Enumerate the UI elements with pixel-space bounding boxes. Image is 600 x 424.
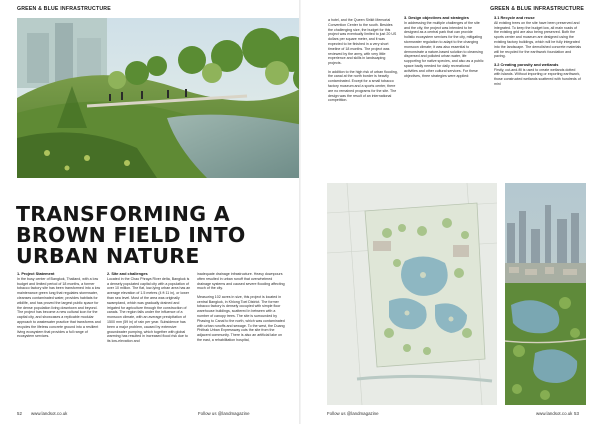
column-strategies xyxy=(494,16,582,90)
body-design-objectives: In addressing the multiple challenges of the site and the city, the project was intended to be designed as a central park that can provide holistic ecosystem services for the city, mitigating stormwater regulation to adapt to the changing monsoon climate; it was also essential to demonstrate a nature-based solution to cleansing dispersed and polluted urban water, life supporting for native species, and also as a public space badly needed for daily recreational activities and other cultural services. For these objectives, three strategies were applied: xyxy=(404,20,484,78)
body-project-statement: In the busy center of Bangkok, Thailand, with a low budget and limited period of 18 months, a former tobacco factory site has been transformed into a low maintenance green lung that regulates stormwater, cleanses contaminated water, provides habitats for wildlife, and has proved the largest public space for the dense population living downtown and beyond. The project has become a new cultural icon for the capital city, and showcases a replicable modular approach to wastewater practice that transforms and recycles the lifeless concrete ground into a resilient living ecosystem that provides a full range of ecosystem services. xyxy=(17,276,101,339)
headline-line-1: TRANSFORMING A xyxy=(16,202,230,226)
body-budget: a hotel, and the Queen Sirikit Memorial Convention Center to the south. Besides the challenging size, the budget for this project was eventually limited to just 20 US dollars per square meter, and it was expected to be finished in a very short timeline of 18 months. The project was reviewed by the army, with very little experience and skills in landscaping projects. xyxy=(328,18,397,66)
heading-site-challenges: 2. Site and challenges xyxy=(107,271,148,276)
body-flooding: In addition to the high risk of urban flooding, the canal at the north border is heavily contaminated. Except for a small tobacco factory museum and a sports center, there are no remained programs for the site. The design was the result of an international competition. xyxy=(328,69,398,103)
column-site-continued-right xyxy=(328,18,398,107)
body-drainage: inadequate drainage infrastructure. Heavy downpours often resulted in urban runoff that overwhelmed drainage systems and caused severe flooding affecting much of the city. xyxy=(197,272,285,291)
body-site-challenges: Located in the Chao Phraya River delta, Bangkok is a densely populated capital city with a population of over 10 million. The flat, low-lying urban area has an average elevation of 1.5 metres (4 ft 11 in), or lower than sea level. Most of the area was originally swampland, which was gradually drained and irrigated for agriculture through the construction of canals. The region falls under the influence of a monsoon climate, with an average precipitation of 1500 mm (59 in) of rain per year. Subsidence has been a major problem, caused by extensive groundwater pumping, which together with global warming has resulted in increased flood risk due to its low-elevation and xyxy=(107,276,191,344)
body-recycle-reuse: All existing trees on the site have been preserved and integrated. To keep the budget low, all main roads of the existing grid are also being preserved. Both the sports center and museum are designed using the existing factory buildings, which will be fully integrated into the landscape. The demolished concrete materials will be recycled for the earthwork foundation and paving. xyxy=(494,20,582,59)
park-photo xyxy=(17,18,300,178)
section-label: GREEN & BLUE INFRASTRUCTURE xyxy=(17,6,111,12)
page-number-right: 53 xyxy=(574,411,579,416)
site-plan-graphic xyxy=(327,183,497,405)
headline-line-2: BROWN FIELD INTO xyxy=(16,223,246,247)
column-design-objectives xyxy=(404,16,484,82)
park-photo-graphic xyxy=(17,18,300,178)
column-site-continued xyxy=(197,272,285,346)
section-label: GREEN & BLUE INFRASTRUCTURE xyxy=(490,6,584,12)
heading-porosity-wetlands: 3.2 Creating porosity and wetlands xyxy=(494,61,559,67)
social-handle-right[interactable]: Follow us @landmagazine xyxy=(327,411,379,416)
social-handle-left[interactable]: Follow us @landmagazine xyxy=(198,411,250,416)
headline-line-3: URBAN NATURE xyxy=(16,244,200,268)
aerial-photo-graphic xyxy=(505,183,586,405)
column-project-statement xyxy=(17,272,101,343)
aerial-photo xyxy=(505,183,586,405)
heading-project-statement: 1. Project Statement xyxy=(17,271,55,276)
body-site-location: Measuring 102 acres in size, this project is located in central Bangkok, in Khlong Toei District. The former tobacco factory is densely occupied with simple floor warehouse buildings, scattered in between with a number of canopy trees. The site is surrounded by Phasing to Canal to the north, which was contaminated with urban runoffs and sewage. To the west, the Duang Phithak Urban Expressway cuts the site from the adjacent community. There is also an artificial lake on the east, a rehabilitation hospital, xyxy=(197,294,285,342)
heading-recycle-reuse: 3.1 Recycle and reuse xyxy=(494,15,535,20)
heading-design-objectives: 3. Design objectives and strategies xyxy=(404,15,469,20)
article-headline xyxy=(16,204,286,267)
site-plan-image xyxy=(327,183,497,405)
column-site-challenges xyxy=(107,272,191,348)
page-number-left: 52 xyxy=(17,411,22,416)
right-page xyxy=(300,0,600,424)
body-porosity-wetlands: Firstly, cut-and-fill is used to create wetlands dotted with islands. Without importing or exporting earthwork, those constructed wetlands scattered with hundreds of mini xyxy=(494,67,581,86)
website-right[interactable]: www.landsot.co.uk xyxy=(536,411,573,416)
website-left[interactable]: www.landsot.co.uk xyxy=(31,411,68,416)
